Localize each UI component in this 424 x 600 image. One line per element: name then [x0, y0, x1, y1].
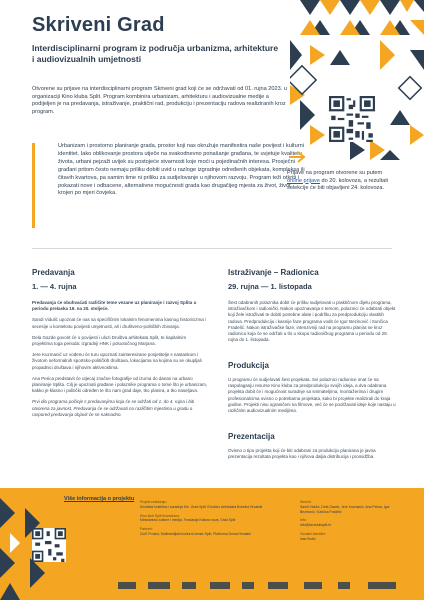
sponsor-logo — [268, 582, 288, 589]
produkcija-body: U programu će sudjelovati šest projekata. Svi polaznici radionice imat će na raspolaganju resurse Kino kluba za predprodukciju svojih ideja, a dva odabrana projekta dobit će i mogućnost suradnje sa snimateljima, montažerima i drugim profesionalcima ovisno o potrebama projekata, kako bi projekte realizirali do kraja godine. Projekti nisu ograničeni na filmove, već će se podržavati ideje koje nastaju u različitim audiovizualnim medijima. — [228, 377, 396, 414]
produkcija-heading: Produkcija — [228, 361, 269, 370]
sponsor-logos-row — [118, 582, 398, 592]
predavanja-paragraph: Jere Kuzmanić uz vođenu će turu upoznati zainteresirane posjetitelje s nastankom i životom neformalnih sportsko-političkih društava, lokacijama na kojima su se okupljali propadnici društava i njihovim aktivnostima. — [32, 352, 202, 370]
prezentacija-heading: Prezentacija — [228, 432, 275, 441]
sponsor-logo — [148, 582, 170, 589]
callout-accent-bar — [32, 143, 35, 228]
apply-text-after: do 20. kolovoza, a rezultati selekcije će biti objavljeni 24. kolovoza. — [287, 177, 389, 192]
predavanja-paragraph: Dela Gazde govorit će o povijesti i ulozi Društva arhitekata Split, te kapitalnim projektima toga perioda: izgradnji HNK i poluotočnog Marjana. — [32, 334, 187, 347]
predavanja-body — [32, 300, 208, 423]
istrazivanje-heading: Istraživanje – Radionica — [228, 268, 319, 277]
predavanja-paragraph: Ana Perica predstavit će utjecaj značne fotografije od izuma do danas na urbano planiranje Splita. Cilj je upoznati građane i polaznike programa o tome što je urbanizam, kakko je klasno i politički određen te što nam grad daje, tko planira, a tko naseljava. — [32, 375, 208, 394]
sponsor-logo — [210, 582, 230, 589]
sponsor-logo — [368, 582, 396, 589]
istrazivanje-body: Šest odabranih polaznika dobit će priliku sudjelovati u praktičnom dijelu programa, istraživačkom i radionički. Nakon upoznavanja s temom, polaznici će odabrati objekt koji žele istraživati te dobiti potrebne alate i podršku za predprodukciju vlastitih radova. Predprodukciju i kasnije faze programa vodit će Igor Bezinović i Sunčica Fradelić. Nakon istraživačke faze, intenzivniji rad na programu planira se kroz radionicu koja će se održati u tlo u skopu radioničkog programa u periodu od 29. rujna do 1. listopada. — [228, 300, 396, 343]
footer-qr-code[interactable] — [32, 528, 66, 562]
qr-code[interactable] — [329, 96, 375, 142]
predavanja-lead: Predavanja će obuhvaćati različite teme vezane uz planiranje i razvoj Splita u periodu prelaska 19. na 20. stoljeće. — [32, 300, 197, 312]
page-subtitle: Interdisciplinarni program iz područja urbanizma, arhitekture i audiovizualnih umjetnosti — [32, 43, 279, 64]
sponsor-logo — [304, 582, 322, 589]
section-divider — [32, 248, 392, 249]
callout-text: Urbanizam i prostorno planiranje grada, prostor koji nas okružuje manifestira naše povijest i kulturni identitet. Iako oblikovanje prostora utječe na svakodnevno ponašanje građana, te uvjetuje kvalitetu života, urbani pejzaži uvijek su postojeće stvarnosti koje moći u pojedinačnih interesa. Prosječni građani pritom često nemaju priliku dobiti uvid u razloge izgradnje određenih objekata, kompleksa ili čitavih kvartova, pa samim time ni priliku za sudjelovanje u njihovom razvoju. Program teži otkriti i pokazati nove i odbacene, alternativne mogućnosti grada kao drugačijeg mjesta za život, život krojen po mjeri čovjeka. — [58, 143, 305, 197]
predavanja-heading: Predavanja — [32, 268, 75, 277]
more-info-link[interactable]: Više informacija o projektu — [64, 496, 135, 502]
footer-label: Vizualni identitet: — [300, 531, 326, 536]
predavanja-paragraph: Sandi Vidulić upoznat će nas sa specifičnim lokalnim fenomenima kasnog historicizma i secesije u kontekstu povijesti umjetnosti, ali i društveno-političkih zbivanja. — [32, 317, 207, 329]
footer-text: Sandi Vidulić, Dela Gazde, Jere Kuzmanić, Ana Perica, Igor Bezinović, Sunčica Fradelić — [300, 504, 390, 514]
application-info — [287, 170, 397, 193]
footer-label: Stručni: — [300, 500, 312, 504]
page-title: Skriveni Grad — [32, 14, 165, 36]
footer-text: Kinoteka kolektiva i suradnja Kin. Grad Split i Društvo Arhitekata Bokešni Hrvatski — [140, 504, 263, 509]
footer-text: CinE Prostor, Multimedijalni kulturni centar Split, Platforma Doma Hrvatski — [140, 531, 251, 536]
prezentacija-body: Ovisno o tipu projekta koji će biti odabrani za produkciju planirana je javna prezentacija rezultata projekta kao i njihova daljia distribucija i promidžba. — [228, 448, 376, 460]
apply-text-before: Prijave na program otvorene su putem — [287, 170, 383, 176]
online-application-link[interactable]: online prijave — [287, 177, 320, 184]
footer-contributors-column — [300, 500, 400, 542]
istrazivanje-date: 29. rujna — 1. listopada — [228, 282, 312, 291]
sponsor-logo — [182, 582, 196, 589]
predavanja-note: Prvi dio programa počinje s predavanjima koja će se održati od 1. do 4. rujna i biti otvorena za javnost. Predavanja će se održavati na različitim mjestima u gradu a raspored predavanja objavit će se naknadno. — [32, 399, 195, 417]
footer-credits-column — [140, 500, 265, 537]
arrow-right-icon — [288, 150, 308, 164]
footer-label: Kino klub Split financirano: — [140, 513, 180, 518]
footer-text: info@kinoklubsplit.hr — [300, 523, 332, 528]
sponsor-logo — [118, 582, 136, 589]
footer-label: Info: — [300, 518, 307, 523]
footer-text: Ministarstvo kulture i medija, Fondacija Kultura nova, Grad Split — [140, 518, 236, 523]
footer-text: Ivan Božić — [300, 536, 316, 541]
footer-label: Projekt realiziraju: — [140, 500, 167, 504]
sponsor-logo — [338, 582, 350, 589]
sponsor-logo — [242, 582, 254, 589]
footer-label: Partneri: — [140, 527, 153, 532]
predavanja-date: 1. — 4. rujna — [32, 282, 77, 291]
intro-paragraph: Otvorene su prijave na interdisciplinarni program Skriveni grad koji će se održavati od 01. rujna 2023. u organizaciji Kino kluba Split. Program kombinira urbanizam, arhitekturu i audiovizualne medije a podijeljen je na predavanja, istraživanje, praktični rad, produkciju i prezentaciju radova realiziranih kroz program. — [32, 86, 287, 115]
